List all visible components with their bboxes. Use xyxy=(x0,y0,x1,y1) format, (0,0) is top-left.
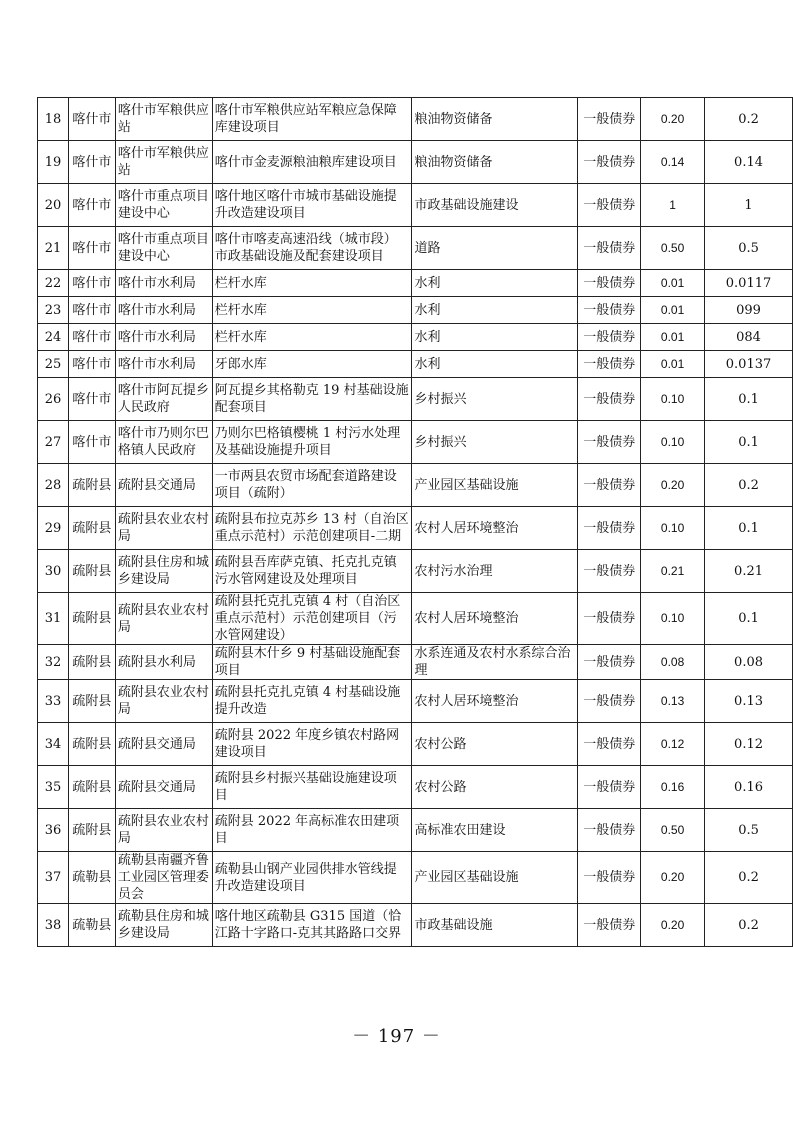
project-cell: 阿瓦提乡其格勒克 19 村基础设施配套项目 xyxy=(212,378,412,421)
row-number: 20 xyxy=(38,184,69,227)
table-row xyxy=(38,904,793,947)
field-cell: 水利 xyxy=(412,351,578,378)
city-cell: 喀什市 xyxy=(68,270,115,297)
unit-cell: 疏附县农业农村局 xyxy=(115,809,212,852)
row-number: 33 xyxy=(38,680,69,723)
project-cell: 喀什市金麦源粮油粮库建设项目 xyxy=(212,141,412,184)
amount-cell: 0.50 xyxy=(641,809,705,852)
amount-cell: 0.10 xyxy=(641,507,705,550)
city-cell: 疏附县 xyxy=(68,680,115,723)
row-number: 38 xyxy=(38,904,69,947)
bond-type-cell: 一般债券 xyxy=(578,680,641,723)
field-cell: 农村人居环境整治 xyxy=(412,680,578,723)
field-cell: 农村人居环境整治 xyxy=(412,593,578,645)
row-number: 30 xyxy=(38,550,69,593)
table-row xyxy=(38,593,793,645)
field-cell: 农村污水治理 xyxy=(412,550,578,593)
field-cell: 乡村振兴 xyxy=(412,421,578,464)
project-cell: 疏附县木什乡 9 村基础设施配套项目 xyxy=(212,645,412,680)
table-row xyxy=(38,464,793,507)
project-cell: 一市两县农贸市场配套道路建设项目（疏附） xyxy=(212,464,412,507)
city-cell: 喀什市 xyxy=(68,421,115,464)
table-row xyxy=(38,141,793,184)
city-cell: 疏附县 xyxy=(68,507,115,550)
page-number: － 197 － xyxy=(352,1026,441,1047)
amount-cell: 0.01 xyxy=(641,270,705,297)
field-cell: 高标准农田建设 xyxy=(412,809,578,852)
amount-cell: 0.12 xyxy=(641,723,705,766)
city-cell: 疏勒县 xyxy=(68,852,115,904)
amount-detail-cell: 0.5 xyxy=(705,809,793,852)
table-row xyxy=(38,766,793,809)
unit-cell: 喀什市水利局 xyxy=(115,324,212,351)
bond-type-cell: 一般债券 xyxy=(578,593,641,645)
row-number: 25 xyxy=(38,351,69,378)
row-number: 26 xyxy=(38,378,69,421)
bond-type-cell: 一般债券 xyxy=(578,645,641,680)
bond-type-cell: 一般债券 xyxy=(578,809,641,852)
row-number: 28 xyxy=(38,464,69,507)
row-number: 24 xyxy=(38,324,69,351)
unit-cell: 喀什市阿瓦提乡人民政府 xyxy=(115,378,212,421)
amount-cell: 0.20 xyxy=(641,904,705,947)
unit-cell: 疏附县交通局 xyxy=(115,723,212,766)
amount-detail-cell: 0.1 xyxy=(705,421,793,464)
bond-type-cell: 一般债券 xyxy=(578,766,641,809)
amount-cell: 0.08 xyxy=(641,645,705,680)
amount-detail-cell: 0.13 xyxy=(705,680,793,723)
unit-cell: 喀什市水利局 xyxy=(115,297,212,324)
unit-cell: 疏勒县南疆齐鲁工业园区管理委员会 xyxy=(115,852,212,904)
table-row xyxy=(38,550,793,593)
amount-cell: 0.10 xyxy=(641,593,705,645)
field-cell: 农村公路 xyxy=(412,723,578,766)
row-number: 19 xyxy=(38,141,69,184)
row-number: 32 xyxy=(38,645,69,680)
row-number: 36 xyxy=(38,809,69,852)
project-table xyxy=(37,97,793,947)
project-cell: 乃则尔巴格镇樱桃 1 村污水处理及基础设施提升项目 xyxy=(212,421,412,464)
project-cell: 牙郎水库 xyxy=(212,351,412,378)
amount-cell: 0.20 xyxy=(641,98,705,141)
unit-cell: 疏附县农业农村局 xyxy=(115,593,212,645)
project-cell: 喀什地区喀什市城市基础设施提升改造建设项目 xyxy=(212,184,412,227)
amount-cell: 0.13 xyxy=(641,680,705,723)
project-cell: 栏杆水库 xyxy=(212,270,412,297)
row-number: 34 xyxy=(38,723,69,766)
city-cell: 喀什市 xyxy=(68,184,115,227)
table-row xyxy=(38,378,793,421)
field-cell: 市政基础设施 xyxy=(412,904,578,947)
table-row xyxy=(38,421,793,464)
field-cell: 粮油物资储备 xyxy=(412,141,578,184)
bond-type-cell: 一般债券 xyxy=(578,351,641,378)
amount-cell: 0.21 xyxy=(641,550,705,593)
project-cell: 疏附县 2022 年度乡镇农村路网建设项目 xyxy=(212,723,412,766)
city-cell: 喀什市 xyxy=(68,98,115,141)
amount-cell: 0.01 xyxy=(641,351,705,378)
city-cell: 喀什市 xyxy=(68,351,115,378)
unit-cell: 疏附县农业农村局 xyxy=(115,507,212,550)
amount-detail-cell: 0.14 xyxy=(705,141,793,184)
row-number: 37 xyxy=(38,852,69,904)
amount-cell: 0.50 xyxy=(641,227,705,270)
row-number: 27 xyxy=(38,421,69,464)
amount-cell: 0.01 xyxy=(641,297,705,324)
table-row xyxy=(38,297,793,324)
amount-cell: 0.10 xyxy=(641,421,705,464)
unit-cell: 喀什市重点项目建设中心 xyxy=(115,227,212,270)
bond-type-cell: 一般债券 xyxy=(578,378,641,421)
field-cell: 市政基础设施建设 xyxy=(412,184,578,227)
amount-detail-cell: 1 xyxy=(705,184,793,227)
city-cell: 疏勒县 xyxy=(68,904,115,947)
project-cell: 喀什市军粮供应站军粮应急保障库建设项目 xyxy=(212,98,412,141)
project-cell: 疏附县 2022 年高标准农田建项目 xyxy=(212,809,412,852)
city-cell: 疏附县 xyxy=(68,593,115,645)
project-cell: 栏杆水库 xyxy=(212,297,412,324)
table-row xyxy=(38,98,793,141)
field-cell: 水利 xyxy=(412,324,578,351)
amount-detail-cell: 0.1 xyxy=(705,593,793,645)
bond-type-cell: 一般债券 xyxy=(578,297,641,324)
project-cell: 疏附县布拉克苏乡 13 村（自治区重点示范村）示范创建项目-二期 xyxy=(212,507,412,550)
amount-cell: 0.20 xyxy=(641,852,705,904)
unit-cell: 喀什市军粮供应站 xyxy=(115,141,212,184)
amount-cell: 0.10 xyxy=(641,378,705,421)
field-cell: 水利 xyxy=(412,297,578,324)
unit-cell: 疏附县水利局 xyxy=(115,645,212,680)
amount-cell: 0.16 xyxy=(641,766,705,809)
bond-type-cell: 一般债券 xyxy=(578,324,641,351)
bond-type-cell: 一般债券 xyxy=(578,550,641,593)
row-number: 35 xyxy=(38,766,69,809)
row-number: 31 xyxy=(38,593,69,645)
city-cell: 疏附县 xyxy=(68,723,115,766)
project-cell: 喀什地区疏勒县 G315 国道（恰江路十字路口-克其其路路口交界 xyxy=(212,904,412,947)
row-number: 18 xyxy=(38,98,69,141)
city-cell: 喀什市 xyxy=(68,297,115,324)
field-cell: 产业园区基础设施 xyxy=(412,852,578,904)
amount-cell: 0.20 xyxy=(641,464,705,507)
project-cell: 疏附县吾库萨克镇、托克扎克镇污水管网建设及处理项目 xyxy=(212,550,412,593)
bond-type-cell: 一般债券 xyxy=(578,227,641,270)
unit-cell: 喀什市水利局 xyxy=(115,351,212,378)
row-number: 21 xyxy=(38,227,69,270)
unit-cell: 喀什市重点项目建设中心 xyxy=(115,184,212,227)
table-row xyxy=(38,351,793,378)
amount-detail-cell: 0.2 xyxy=(705,98,793,141)
unit-cell: 疏附县农业农村局 xyxy=(115,680,212,723)
amount-detail-cell: 0.1 xyxy=(705,507,793,550)
city-cell: 疏附县 xyxy=(68,550,115,593)
table-row xyxy=(38,324,793,351)
table-row xyxy=(38,184,793,227)
row-number: 29 xyxy=(38,507,69,550)
bond-type-cell: 一般债券 xyxy=(578,507,641,550)
field-cell: 道路 xyxy=(412,227,578,270)
bond-type-cell: 一般债券 xyxy=(578,852,641,904)
amount-cell: 0.01 xyxy=(641,324,705,351)
unit-cell: 疏附县交通局 xyxy=(115,766,212,809)
city-cell: 喀什市 xyxy=(68,324,115,351)
project-cell: 疏附县托克扎克镇 4 村基础设施提升改造 xyxy=(212,680,412,723)
city-cell: 疏附县 xyxy=(68,809,115,852)
city-cell: 喀什市 xyxy=(68,378,115,421)
table-row xyxy=(38,270,793,297)
bond-type-cell: 一般债券 xyxy=(578,904,641,947)
amount-detail-cell: 0.0117 xyxy=(705,270,793,297)
amount-detail-cell: 0.12 xyxy=(705,723,793,766)
city-cell: 疏附县 xyxy=(68,766,115,809)
amount-cell: 1 xyxy=(641,184,705,227)
bond-type-cell: 一般债券 xyxy=(578,184,641,227)
amount-detail-cell: 099 xyxy=(705,297,793,324)
bond-type-cell: 一般债券 xyxy=(578,270,641,297)
project-cell: 栏杆水库 xyxy=(212,324,412,351)
amount-detail-cell: 0.2 xyxy=(705,904,793,947)
field-cell: 粮油物资储备 xyxy=(412,98,578,141)
amount-detail-cell: 0.21 xyxy=(705,550,793,593)
bond-type-cell: 一般债券 xyxy=(578,98,641,141)
amount-cell: 0.14 xyxy=(641,141,705,184)
table-row xyxy=(38,723,793,766)
table-body xyxy=(38,98,793,947)
table-row xyxy=(38,645,793,680)
unit-cell: 喀什市乃则尔巴格镇人民政府 xyxy=(115,421,212,464)
table-row xyxy=(38,507,793,550)
project-cell: 疏附县乡村振兴基础设施建设项目 xyxy=(212,766,412,809)
project-cell: 疏勒县山钢产业园供排水管线提升改造建设项目 xyxy=(212,852,412,904)
city-cell: 喀什市 xyxy=(68,227,115,270)
bond-type-cell: 一般债券 xyxy=(578,723,641,766)
bond-type-cell: 一般债券 xyxy=(578,141,641,184)
city-cell: 疏附县 xyxy=(68,464,115,507)
field-cell: 产业园区基础设施 xyxy=(412,464,578,507)
field-cell: 农村人居环境整治 xyxy=(412,507,578,550)
project-cell: 疏附县托克扎克镇 4 村（自治区重点示范村）示范创建项目（污水管网建设） xyxy=(212,593,412,645)
city-cell: 喀什市 xyxy=(68,141,115,184)
table-row xyxy=(38,852,793,904)
amount-detail-cell: 0.2 xyxy=(705,464,793,507)
amount-detail-cell: 0.16 xyxy=(705,766,793,809)
bond-type-cell: 一般债券 xyxy=(578,421,641,464)
amount-detail-cell: 0.0137 xyxy=(705,351,793,378)
field-cell: 水系连通及农村水系综合治理 xyxy=(412,645,578,680)
unit-cell: 喀什市水利局 xyxy=(115,270,212,297)
city-cell: 疏附县 xyxy=(68,645,115,680)
table-row xyxy=(38,227,793,270)
amount-detail-cell: 0.08 xyxy=(705,645,793,680)
unit-cell: 疏附县交通局 xyxy=(115,464,212,507)
row-number: 23 xyxy=(38,297,69,324)
amount-detail-cell: 0.2 xyxy=(705,852,793,904)
amount-detail-cell: 084 xyxy=(705,324,793,351)
project-cell: 喀什市喀麦高速沿线（城市段）市政基础设施及配套建设项目 xyxy=(212,227,412,270)
bond-type-cell: 一般债券 xyxy=(578,464,641,507)
amount-detail-cell: 0.5 xyxy=(705,227,793,270)
row-number: 22 xyxy=(38,270,69,297)
field-cell: 农村公路 xyxy=(412,766,578,809)
unit-cell: 疏勒县住房和城乡建设局 xyxy=(115,904,212,947)
field-cell: 水利 xyxy=(412,270,578,297)
unit-cell: 喀什市军粮供应站 xyxy=(115,98,212,141)
unit-cell: 疏附县住房和城乡建设局 xyxy=(115,550,212,593)
table-row xyxy=(38,680,793,723)
amount-detail-cell: 0.1 xyxy=(705,378,793,421)
table-row xyxy=(38,809,793,852)
field-cell: 乡村振兴 xyxy=(412,378,578,421)
